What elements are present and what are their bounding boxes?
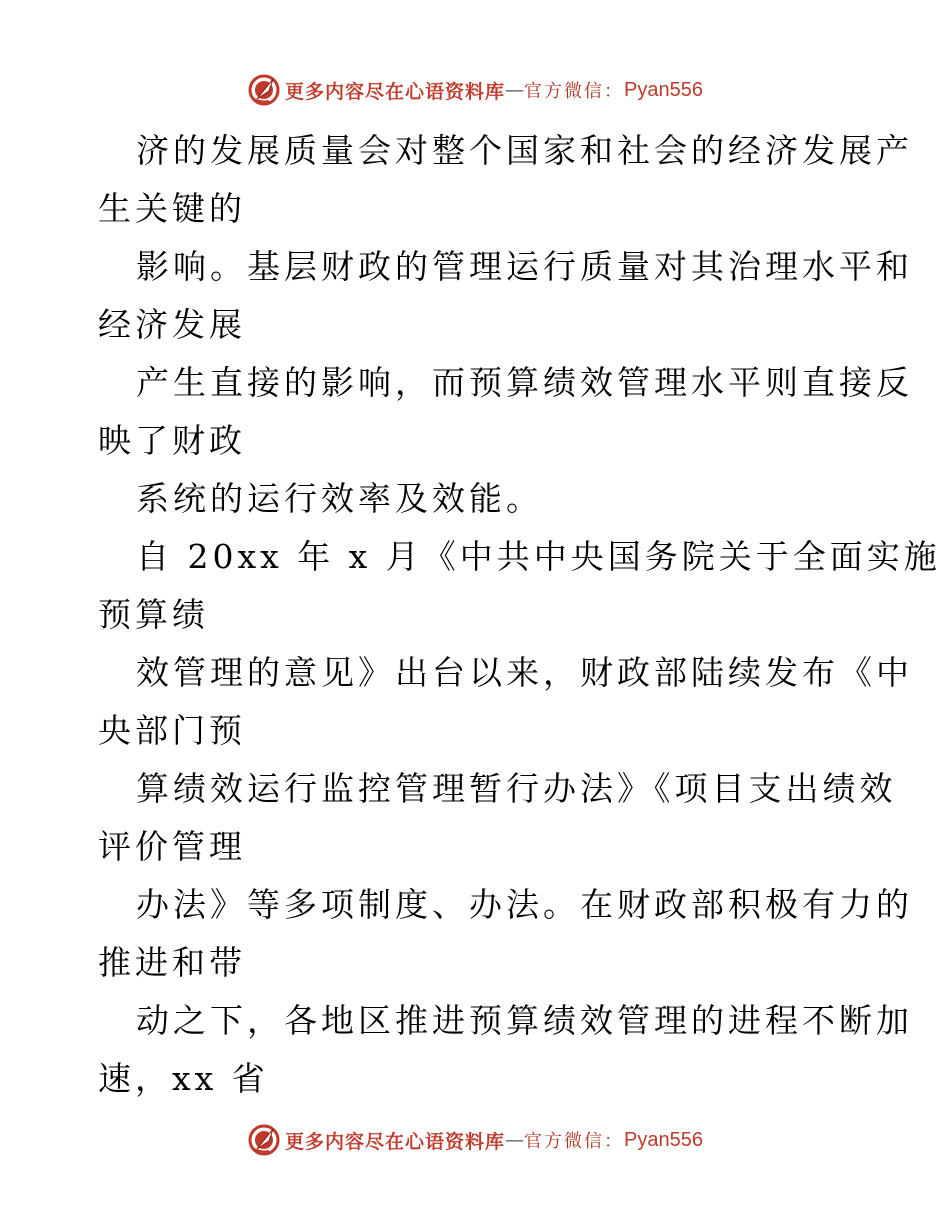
text-line: 预算绩 [98, 595, 209, 634]
watermark-wechat-label: 官方微信： [524, 1131, 625, 1152]
watermark-wechat-label: 官方微信： [524, 81, 625, 102]
text-line: 效管理的意见》出台以来，财政部陆续发布《中 [136, 653, 913, 692]
text-line: 动之下，各地区推进预算绩效管理的进程不断加 [136, 1001, 913, 1040]
text-line: 济的发展质量会对整个国家和社会的经济发展产 [136, 131, 913, 170]
body-text [98, 122, 941, 1108]
quill-circle-icon [247, 73, 281, 107]
text-line: 经济发展 [98, 305, 246, 344]
text-line: 产生直接的影响，而预算绩效管理水平则直接反 [136, 363, 913, 402]
text-line: 推进和带 [98, 943, 246, 982]
watermark-separator: — [505, 1129, 525, 1151]
text-line: 生关键的 [98, 189, 246, 228]
watermark-site: 更多内容尽在心语资料库 [285, 80, 506, 103]
text-line: 评价管理 [98, 827, 246, 866]
text-line: 自 20xx 年 x 月《中共中央国务院关于全面实施 [136, 537, 941, 576]
quill-circle-icon [247, 1123, 281, 1157]
text-line: 系统的运行效率及效能。 [136, 479, 543, 518]
text-line: 影响。基层财政的管理运行质量对其治理水平和 [136, 247, 913, 286]
footer-watermark [0, 1120, 950, 1160]
watermark-site: 更多内容尽在心语资料库 [285, 1130, 506, 1153]
text-line: 办法》等多项制度、办法。在财政部积极有力的 [136, 885, 913, 924]
text-line: 速，xx 省 [98, 1059, 269, 1098]
text-line: 央部门预 [98, 711, 246, 750]
header-watermark [0, 70, 950, 110]
text-line: 算绩效运行监控管理暂行办法》《项目支出绩效 [136, 769, 897, 808]
text-line: 映了财政 [98, 421, 246, 460]
watermark-separator: — [505, 79, 525, 101]
watermark-wechat-id: Pyan556 [624, 1128, 703, 1151]
watermark-wechat-id: Pyan556 [624, 78, 703, 101]
